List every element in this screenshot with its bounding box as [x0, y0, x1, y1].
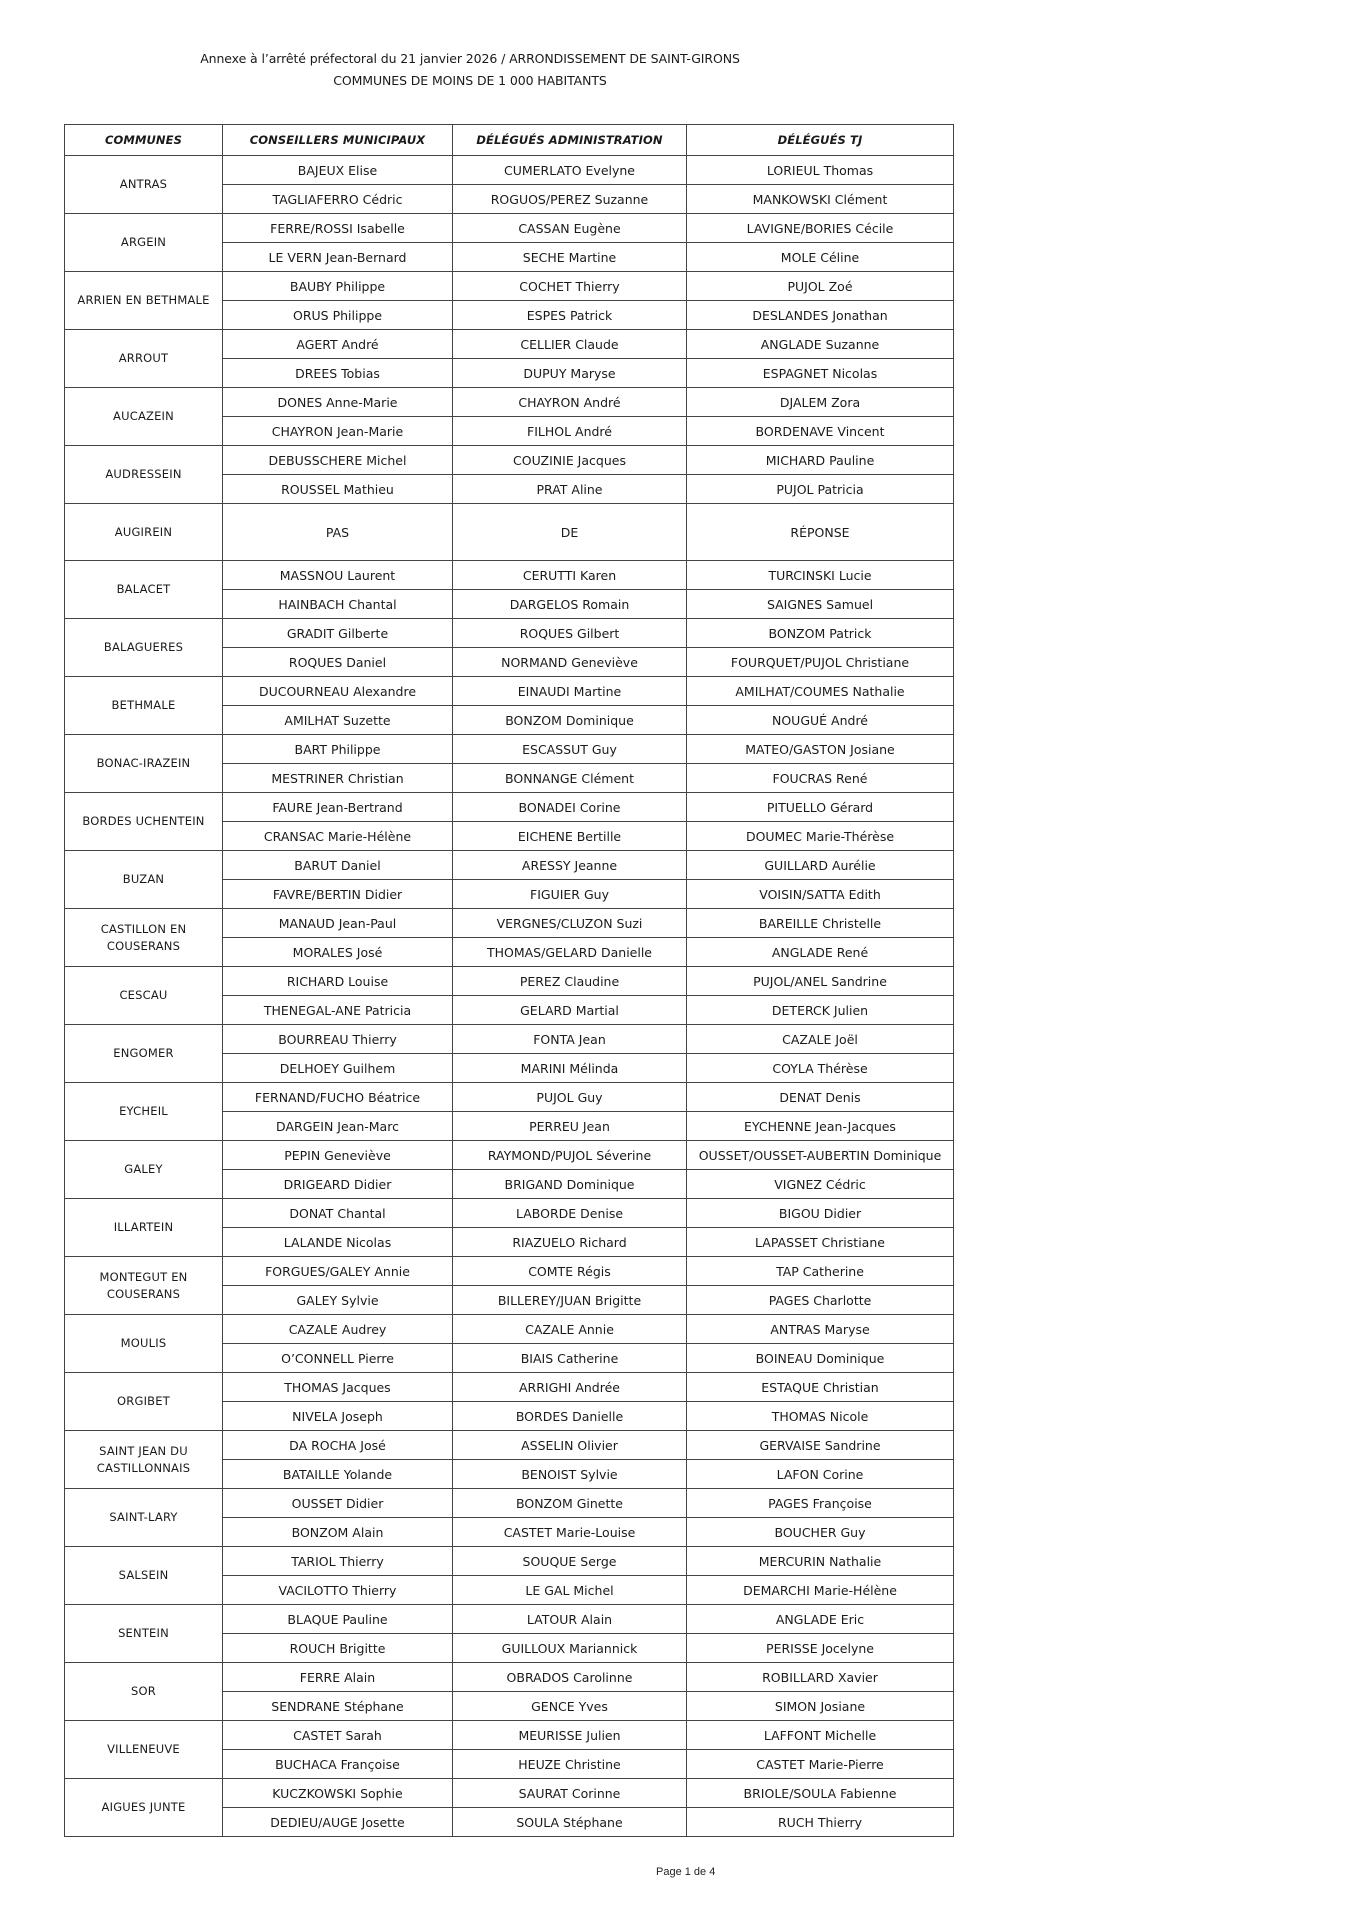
delegue-administration-cell: FIGUIER Guy [453, 880, 687, 909]
delegue-administration-cell: GELARD Martial [453, 996, 687, 1025]
delegue-administration-cell: DE [453, 504, 687, 561]
conseiller-municipal-cell: DONAT Chantal [223, 1199, 453, 1228]
table-row [65, 272, 954, 301]
delegue-tj-cell: BRIOLE/SOULA Fabienne [687, 1779, 954, 1808]
conseiller-municipal-cell: OUSSET Didier [223, 1489, 453, 1518]
conseiller-municipal-cell: KUCZKOWSKI Sophie [223, 1779, 453, 1808]
delegue-tj-cell: PUJOL/ANEL Sandrine [687, 967, 954, 996]
delegue-tj-cell: ANGLADE René [687, 938, 954, 967]
delegue-administration-cell: BONNANGE Clément [453, 764, 687, 793]
conseiller-municipal-cell: MASSNOU Laurent [223, 561, 453, 590]
conseiller-municipal-cell: HAINBACH Chantal [223, 590, 453, 619]
delegue-tj-cell: ROBILLARD Xavier [687, 1663, 954, 1692]
delegue-tj-cell: ANTRAS Maryse [687, 1315, 954, 1344]
delegue-administration-cell: FONTA Jean [453, 1025, 687, 1054]
table-row [65, 1025, 954, 1054]
commune-name: ARGEIN [65, 214, 223, 272]
delegue-administration-cell: ROGUOS/PEREZ Suzanne [453, 185, 687, 214]
table-row [65, 735, 954, 764]
conseiller-municipal-cell: THOMAS Jacques [223, 1373, 453, 1402]
conseiller-municipal-cell: DA ROCHA José [223, 1431, 453, 1460]
conseiller-municipal-cell: RICHARD Louise [223, 967, 453, 996]
table-row [65, 1083, 954, 1112]
commune-name: AUGIREIN [65, 504, 223, 561]
delegue-administration-cell: CAZALE Annie [453, 1315, 687, 1344]
delegue-administration-cell: ESCASSUT Guy [453, 735, 687, 764]
delegue-administration-cell: RIAZUELO Richard [453, 1228, 687, 1257]
delegue-tj-cell: MOLE Céline [687, 243, 954, 272]
delegue-tj-cell: SAIGNES Samuel [687, 590, 954, 619]
delegue-administration-cell: SOULA Stéphane [453, 1808, 687, 1837]
delegue-tj-cell: GUILLARD Aurélie [687, 851, 954, 880]
conseiller-municipal-cell: AGERT André [223, 330, 453, 359]
delegue-tj-cell: PITUELLO Gérard [687, 793, 954, 822]
conseiller-municipal-cell: BARUT Daniel [223, 851, 453, 880]
conseiller-municipal-cell: CAZALE Audrey [223, 1315, 453, 1344]
table-row [65, 677, 954, 706]
header-delegues-administration: DÉLÉGUÉS ADMINISTRATION [453, 125, 687, 156]
table-row [65, 1721, 954, 1750]
table-row [65, 388, 954, 417]
delegue-tj-cell: DJALEM Zora [687, 388, 954, 417]
conseiller-municipal-cell: FERNAND/FUCHO Béatrice [223, 1083, 453, 1112]
delegue-administration-cell: LABORDE Denise [453, 1199, 687, 1228]
table-row [65, 446, 954, 475]
conseiller-municipal-cell: CASTET Sarah [223, 1721, 453, 1750]
table-row [65, 1779, 954, 1808]
document-header [0, 48, 880, 92]
delegue-administration-cell: BORDES Danielle [453, 1402, 687, 1431]
conseiller-municipal-cell: BAUBY Philippe [223, 272, 453, 301]
delegue-administration-cell: OBRADOS Carolinne [453, 1663, 687, 1692]
conseiller-municipal-cell: SENDRANE Stéphane [223, 1692, 453, 1721]
delegue-tj-cell: BORDENAVE Vincent [687, 417, 954, 446]
table-row [65, 1663, 954, 1692]
delegue-administration-cell: SOUQUE Serge [453, 1547, 687, 1576]
commune-name: GALEY [65, 1141, 223, 1199]
page-number: Page 1 de 4 [656, 1866, 716, 1878]
delegue-administration-cell: ROQUES Gilbert [453, 619, 687, 648]
delegue-tj-cell: MICHARD Pauline [687, 446, 954, 475]
delegue-administration-cell: BILLEREY/JUAN Brigitte [453, 1286, 687, 1315]
commune-name: CASTILLON EN COUSERANS [65, 909, 223, 967]
table-row [65, 214, 954, 243]
commune-name: ORGIBET [65, 1373, 223, 1431]
commune-name: AIGUES JUNTE [65, 1779, 223, 1837]
table-row [65, 1605, 954, 1634]
table-header-row [65, 125, 954, 156]
table-row [65, 1141, 954, 1170]
delegue-administration-cell: COMTE Régis [453, 1257, 687, 1286]
delegue-administration-cell: GENCE Yves [453, 1692, 687, 1721]
conseiller-municipal-cell: BAJEUX Elise [223, 156, 453, 185]
delegue-administration-cell: PRAT Aline [453, 475, 687, 504]
delegue-administration-cell: ESPES Patrick [453, 301, 687, 330]
delegue-tj-cell: FOURQUET/PUJOL Christiane [687, 648, 954, 677]
table-row [65, 561, 954, 590]
conseiller-municipal-cell: NIVELA Joseph [223, 1402, 453, 1431]
conseiller-municipal-cell: MANAUD Jean-Paul [223, 909, 453, 938]
conseiller-municipal-cell: DEBUSSCHERE Michel [223, 446, 453, 475]
commune-name: AUCAZEIN [65, 388, 223, 446]
conseiller-municipal-cell: ORUS Philippe [223, 301, 453, 330]
conseiller-municipal-cell: ROUSSEL Mathieu [223, 475, 453, 504]
delegue-administration-cell: BONZOM Dominique [453, 706, 687, 735]
table-row [65, 909, 954, 938]
delegue-tj-cell: ANGLADE Eric [687, 1605, 954, 1634]
delegue-tj-cell: LORIEUL Thomas [687, 156, 954, 185]
table-row [65, 793, 954, 822]
delegue-tj-cell: PAGES Charlotte [687, 1286, 954, 1315]
conseiller-municipal-cell: ROUCH Brigitte [223, 1634, 453, 1663]
delegue-administration-cell: ARRIGHI Andrée [453, 1373, 687, 1402]
conseiller-municipal-cell: DEDIEU/AUGE Josette [223, 1808, 453, 1837]
conseiller-municipal-cell: FAVRE/BERTIN Didier [223, 880, 453, 909]
delegue-tj-cell: TURCINSKI Lucie [687, 561, 954, 590]
delegue-tj-cell: BOINEAU Dominique [687, 1344, 954, 1373]
conseiller-municipal-cell: DELHOEY Guilhem [223, 1054, 453, 1083]
conseiller-municipal-cell: VACILOTTO Thierry [223, 1576, 453, 1605]
commune-name: CESCAU [65, 967, 223, 1025]
commune-name: SENTEIN [65, 1605, 223, 1663]
delegue-tj-cell: TAP Catherine [687, 1257, 954, 1286]
delegue-administration-cell: NORMAND Geneviève [453, 648, 687, 677]
delegue-tj-cell: OUSSET/OUSSET-AUBERTIN Dominique [687, 1141, 954, 1170]
commune-name: BALAGUERES [65, 619, 223, 677]
document-subtitle: COMMUNES DE MOINS DE 1 000 HABITANTS [333, 73, 607, 88]
delegue-administration-cell: CASSAN Eugène [453, 214, 687, 243]
conseiller-municipal-cell: GRADIT Gilberte [223, 619, 453, 648]
delegue-administration-cell: CHAYRON André [453, 388, 687, 417]
delegue-administration-cell: COUZINIE Jacques [453, 446, 687, 475]
conseiller-municipal-cell: MESTRINER Christian [223, 764, 453, 793]
conseiller-municipal-cell: DONES Anne-Marie [223, 388, 453, 417]
delegue-tj-cell: BOUCHER Guy [687, 1518, 954, 1547]
delegue-tj-cell: PERISSE Jocelyne [687, 1634, 954, 1663]
delegue-administration-cell: ASSELIN Olivier [453, 1431, 687, 1460]
delegue-tj-cell: FOUCRAS René [687, 764, 954, 793]
conseiller-municipal-cell: FORGUES/GALEY Annie [223, 1257, 453, 1286]
commune-name: BALACET [65, 561, 223, 619]
table-row [65, 619, 954, 648]
table-row [65, 1373, 954, 1402]
conseiller-municipal-cell: DARGEIN Jean-Marc [223, 1112, 453, 1141]
delegue-administration-cell: PEREZ Claudine [453, 967, 687, 996]
conseiller-municipal-cell: O’CONNELL Pierre [223, 1344, 453, 1373]
header-delegues-tj: DÉLÉGUÉS TJ [687, 125, 954, 156]
table-row [65, 156, 954, 185]
delegue-administration-cell: CASTET Marie-Louise [453, 1518, 687, 1547]
conseiller-municipal-cell: AMILHAT Suzette [223, 706, 453, 735]
delegue-administration-cell: SAURAT Corinne [453, 1779, 687, 1808]
commune-name: MONTEGUT EN COUSERANS [65, 1257, 223, 1315]
delegue-tj-cell: DETERCK Julien [687, 996, 954, 1025]
delegue-tj-cell: ANGLADE Suzanne [687, 330, 954, 359]
delegue-tj-cell: PUJOL Patricia [687, 475, 954, 504]
delegue-tj-cell: DOUMEC Marie-Thérèse [687, 822, 954, 851]
delegue-administration-cell: PERREU Jean [453, 1112, 687, 1141]
delegue-administration-cell: SECHE Martine [453, 243, 687, 272]
delegue-tj-cell: EYCHENNE Jean-Jacques [687, 1112, 954, 1141]
delegue-administration-cell: HEUZE Christine [453, 1750, 687, 1779]
conseiller-municipal-cell: BART Philippe [223, 735, 453, 764]
conseiller-municipal-cell: PAS [223, 504, 453, 561]
conseiller-municipal-cell: CHAYRON Jean-Marie [223, 417, 453, 446]
delegue-tj-cell: DEMARCHI Marie-Hélène [687, 1576, 954, 1605]
conseiller-municipal-cell: GALEY Sylvie [223, 1286, 453, 1315]
commune-name: ANTRAS [65, 156, 223, 214]
commune-name: ARRIEN EN BETHMALE [65, 272, 223, 330]
delegue-tj-cell: COYLA Thérèse [687, 1054, 954, 1083]
commune-name: BUZAN [65, 851, 223, 909]
conseiller-municipal-cell: TARIOL Thierry [223, 1547, 453, 1576]
delegue-tj-cell: LAFFONT Michelle [687, 1721, 954, 1750]
conseiller-municipal-cell: THENEGAL-ANE Patricia [223, 996, 453, 1025]
commune-name: SOR [65, 1663, 223, 1721]
delegue-tj-cell: RUCH Thierry [687, 1808, 954, 1837]
commune-name: SAINT-LARY [65, 1489, 223, 1547]
delegue-tj-cell: VOISIN/SATTA Edith [687, 880, 954, 909]
commune-name: BETHMALE [65, 677, 223, 735]
delegue-tj-cell: DENAT Denis [687, 1083, 954, 1112]
delegue-administration-cell: BONZOM Ginette [453, 1489, 687, 1518]
delegue-administration-cell: CELLIER Claude [453, 330, 687, 359]
delegue-administration-cell: MARINI Mélinda [453, 1054, 687, 1083]
delegue-tj-cell: NOUGUÉ André [687, 706, 954, 735]
delegue-tj-cell: PUJOL Zoé [687, 272, 954, 301]
table-row [65, 1315, 954, 1344]
delegue-tj-cell: BIGOU Didier [687, 1199, 954, 1228]
delegue-tj-cell: ESPAGNET Nicolas [687, 359, 954, 388]
commune-name: BONAC-IRAZEIN [65, 735, 223, 793]
conseiller-municipal-cell: CRANSAC Marie-Hélène [223, 822, 453, 851]
delegue-administration-cell: BENOIST Sylvie [453, 1460, 687, 1489]
conseiller-municipal-cell: BLAQUE Pauline [223, 1605, 453, 1634]
delegue-tj-cell: LAVIGNE/BORIES Cécile [687, 214, 954, 243]
delegue-administration-cell: BRIGAND Dominique [453, 1170, 687, 1199]
commune-name: AUDRESSEIN [65, 446, 223, 504]
delegue-tj-cell: VIGNEZ Cédric [687, 1170, 954, 1199]
delegue-administration-cell: GUILLOUX Mariannick [453, 1634, 687, 1663]
commune-name: ENGOMER [65, 1025, 223, 1083]
delegue-administration-cell: DARGELOS Romain [453, 590, 687, 619]
delegue-tj-cell: BONZOM Patrick [687, 619, 954, 648]
conseiller-municipal-cell: BATAILLE Yolande [223, 1460, 453, 1489]
conseiller-municipal-cell: FAURE Jean-Bertrand [223, 793, 453, 822]
table-body [65, 156, 954, 1837]
delegue-tj-cell: MATEO/GASTON Josiane [687, 735, 954, 764]
table-row [65, 1199, 954, 1228]
table-row [65, 1489, 954, 1518]
commune-name: SAINT JEAN DU CASTILLONNAIS [65, 1431, 223, 1489]
delegue-administration-cell: ARESSY Jeanne [453, 851, 687, 880]
delegue-administration-cell: LE GAL Michel [453, 1576, 687, 1605]
delegue-tj-cell: RÉPONSE [687, 504, 954, 561]
delegue-tj-cell: ESTAQUE Christian [687, 1373, 954, 1402]
delegue-tj-cell: PAGES Françoise [687, 1489, 954, 1518]
conseiller-municipal-cell: LE VERN Jean-Bernard [223, 243, 453, 272]
table-row [65, 504, 954, 561]
conseiller-municipal-cell: MORALES José [223, 938, 453, 967]
table-row [65, 967, 954, 996]
delegue-administration-cell: COCHET Thierry [453, 272, 687, 301]
delegue-tj-cell: THOMAS Nicole [687, 1402, 954, 1431]
header-conseillers-municipaux: CONSEILLERS MUNICIPAUX [223, 125, 453, 156]
conseiller-municipal-cell: BONZOM Alain [223, 1518, 453, 1547]
delegue-administration-cell: RAYMOND/PUJOL Séverine [453, 1141, 687, 1170]
delegue-tj-cell: LAPASSET Christiane [687, 1228, 954, 1257]
table-row [65, 1547, 954, 1576]
commune-name: MOULIS [65, 1315, 223, 1373]
table-row [65, 330, 954, 359]
delegue-administration-cell: PUJOL Guy [453, 1083, 687, 1112]
conseiller-municipal-cell: BOURREAU Thierry [223, 1025, 453, 1054]
delegue-tj-cell: SIMON Josiane [687, 1692, 954, 1721]
delegue-administration-cell: MEURISSE Julien [453, 1721, 687, 1750]
delegue-administration-cell: BONADEI Corine [453, 793, 687, 822]
conseiller-municipal-cell: PEPIN Geneviève [223, 1141, 453, 1170]
conseiller-municipal-cell: DUCOURNEAU Alexandre [223, 677, 453, 706]
conseiller-municipal-cell: LALANDE Nicolas [223, 1228, 453, 1257]
conseiller-municipal-cell: DREES Tobias [223, 359, 453, 388]
delegue-tj-cell: MANKOWSKI Clément [687, 185, 954, 214]
delegue-tj-cell: BAREILLE Christelle [687, 909, 954, 938]
table-row [65, 1257, 954, 1286]
delegue-tj-cell: MERCURIN Nathalie [687, 1547, 954, 1576]
document-title: Annexe à l’arrêté préfectoral du 21 janvier 2026 / ARRONDISSEMENT DE SAINT-GIRONS [200, 51, 740, 66]
delegue-tj-cell: AMILHAT/COUMES Nathalie [687, 677, 954, 706]
delegue-tj-cell: DESLANDES Jonathan [687, 301, 954, 330]
delegue-tj-cell: CASTET Marie-Pierre [687, 1750, 954, 1779]
commune-name: EYCHEIL [65, 1083, 223, 1141]
commune-name: ARROUT [65, 330, 223, 388]
delegue-tj-cell: LAFON Corine [687, 1460, 954, 1489]
delegue-administration-cell: THOMAS/GELARD Danielle [453, 938, 687, 967]
delegue-administration-cell: CUMERLATO Evelyne [453, 156, 687, 185]
delegates-table [64, 124, 954, 1837]
conseiller-municipal-cell: FERRE Alain [223, 1663, 453, 1692]
delegue-administration-cell: EINAUDI Martine [453, 677, 687, 706]
commune-name: ILLARTEIN [65, 1199, 223, 1257]
commune-name: SALSEIN [65, 1547, 223, 1605]
delegue-administration-cell: CERUTTI Karen [453, 561, 687, 590]
conseiller-municipal-cell: FERRE/ROSSI Isabelle [223, 214, 453, 243]
table-row [65, 1431, 954, 1460]
delegue-administration-cell: FILHOL André [453, 417, 687, 446]
commune-name: VILLENEUVE [65, 1721, 223, 1779]
header-communes: COMMUNES [65, 125, 223, 156]
delegue-administration-cell: DUPUY Maryse [453, 359, 687, 388]
commune-name: BORDES UCHENTEIN [65, 793, 223, 851]
delegue-tj-cell: CAZALE Joël [687, 1025, 954, 1054]
table-row [65, 851, 954, 880]
conseiller-municipal-cell: ROQUES Daniel [223, 648, 453, 677]
conseiller-municipal-cell: DRIGEARD Didier [223, 1170, 453, 1199]
delegue-administration-cell: LATOUR Alain [453, 1605, 687, 1634]
delegue-tj-cell: GERVAISE Sandrine [687, 1431, 954, 1460]
conseiller-municipal-cell: BUCHACA Françoise [223, 1750, 453, 1779]
conseiller-municipal-cell: TAGLIAFERRO Cédric [223, 185, 453, 214]
delegue-administration-cell: EICHENE Bertille [453, 822, 687, 851]
delegue-administration-cell: BIAIS Catherine [453, 1344, 687, 1373]
delegue-administration-cell: VERGNES/CLUZON Suzi [453, 909, 687, 938]
